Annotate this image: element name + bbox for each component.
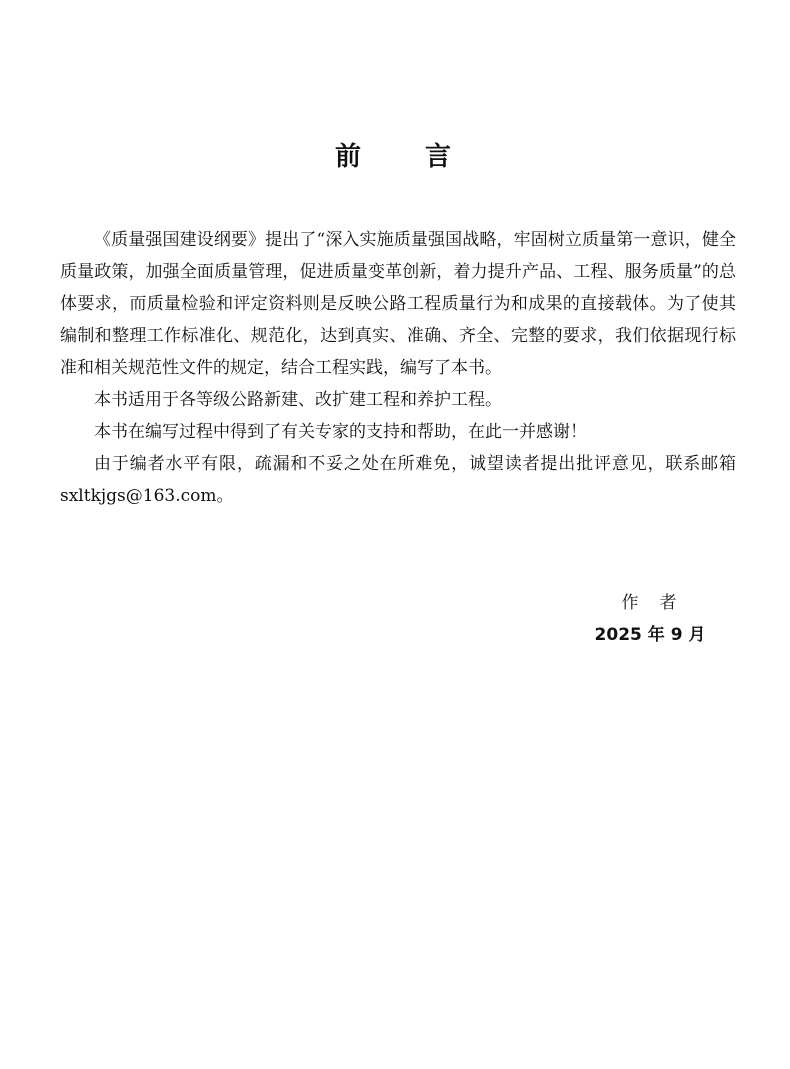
paragraph-scope: 本书适用于各等级公路新建、改扩建工程和养护工程。	[94, 390, 502, 410]
preface-body	[60, 224, 736, 512]
paragraph-thanks: 本书在编写过程中得到了有关专家的支持和帮助，在此一并感谢！	[94, 422, 587, 442]
paragraph-intro: 《质量强国建设纲要》提出了“深入实施质量强国战略，牢固树立质量第一意识，健全质量政策，加强全面质量管理，促进质量变革创新，着力提升产品、工程、服务质量”的总体要求，而质量检验和评定资料则是反映公路工程质量行为和成果的直接载体。为了使其编制和整理工作标准化、规范化，达到真实、准确、齐全、完整的要求，我们依据现行标准和相关规范性文件的规定，结合工程实践，编写了本书。	[60, 230, 736, 378]
signoff	[590, 587, 710, 651]
signoff-date: 2025 年 9 月	[594, 625, 706, 645]
paragraph-contact: 由于编者水平有限，疏漏和不妥之处在所难免，诚望读者提出批评意见，联系邮箱 sxltkjgs@163.com。	[60, 454, 736, 506]
author-label: 作 者	[621, 593, 679, 613]
page-title: 前 言	[334, 142, 455, 172]
